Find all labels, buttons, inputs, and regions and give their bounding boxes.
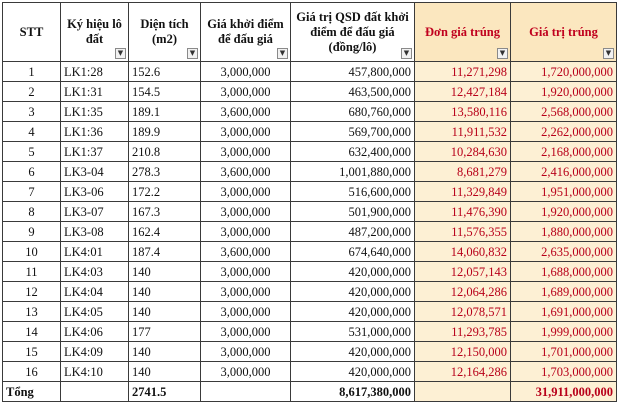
header-gia-tri-qsd-label: Giá trị QSD đất khởi điểm để đấu giá (đồng/lô) <box>296 9 409 54</box>
cell-ky-hieu[interactable]: LK4:05 <box>61 302 129 322</box>
cell-dien-tich[interactable]: 172.2 <box>129 182 201 202</box>
cell-gia-tri-trung[interactable]: 1,701,000,000 <box>511 342 617 362</box>
cell-gia-khoi-diem[interactable]: 3,000,000 <box>201 342 291 362</box>
cell-dien-tich[interactable]: 140 <box>129 282 201 302</box>
cell-gia-khoi-diem[interactable]: 3,600,000 <box>201 102 291 122</box>
cell-stt[interactable]: 16 <box>3 362 61 382</box>
total-don-gia-trung-cell[interactable] <box>415 382 511 402</box>
table-row <box>3 162 617 182</box>
cell-gia-tri-qsd[interactable]: 420,000,000 <box>291 262 415 282</box>
table-row <box>3 82 617 102</box>
table-row <box>3 262 617 282</box>
cell-stt[interactable]: 6 <box>3 162 61 182</box>
cell-gia-tri-qsd[interactable]: 516,600,000 <box>291 182 415 202</box>
cell-stt[interactable]: 1 <box>3 62 61 82</box>
cell-gia-tri-trung[interactable]: 1,880,000,000 <box>511 222 617 242</box>
cell-gia-khoi-diem[interactable]: 3,000,000 <box>201 362 291 382</box>
cell-don-gia-trung[interactable]: 13,580,116 <box>415 102 511 122</box>
cell-gia-tri-qsd[interactable]: 531,000,000 <box>291 322 415 342</box>
header-gia-khoi-diem <box>201 3 291 62</box>
cell-gia-tri-trung[interactable]: 2,416,000,000 <box>511 162 617 182</box>
table-body <box>3 62 617 382</box>
cell-gia-tri-trung[interactable]: 1,688,000,000 <box>511 262 617 282</box>
table-row <box>3 322 617 342</box>
cell-ky-hieu[interactable]: LK4:06 <box>61 322 129 342</box>
table-row <box>3 222 617 242</box>
header-gia-tri-trung <box>511 3 617 62</box>
cell-gia-tri-qsd[interactable]: 569,700,000 <box>291 122 415 142</box>
cell-gia-khoi-diem[interactable]: 3,000,000 <box>201 62 291 82</box>
header-don-gia-trung <box>415 3 511 62</box>
cell-dien-tich[interactable]: 278.3 <box>129 162 201 182</box>
cell-stt[interactable]: 9 <box>3 222 61 242</box>
cell-dien-tich[interactable]: 152.6 <box>129 62 201 82</box>
cell-ky-hieu[interactable]: LK3-06 <box>61 182 129 202</box>
cell-ky-hieu[interactable]: LK4:09 <box>61 342 129 362</box>
cell-ky-hieu[interactable]: LK1:31 <box>61 82 129 102</box>
cell-gia-tri-trung[interactable]: 2,168,000,000 <box>511 142 617 162</box>
cell-dien-tich[interactable]: 189.9 <box>129 122 201 142</box>
table-row <box>3 342 617 362</box>
cell-dien-tich[interactable]: 140 <box>129 302 201 322</box>
cell-ky-hieu[interactable]: LK4:03 <box>61 262 129 282</box>
table-row <box>3 122 617 142</box>
cell-don-gia-trung[interactable]: 12,057,143 <box>415 262 511 282</box>
cell-stt[interactable]: 10 <box>3 242 61 262</box>
header-stt <box>3 3 61 62</box>
cell-gia-khoi-diem[interactable]: 3,000,000 <box>201 222 291 242</box>
cell-stt[interactable]: 5 <box>3 142 61 162</box>
cell-gia-khoi-diem[interactable]: 3,600,000 <box>201 162 291 182</box>
cell-don-gia-trung[interactable]: 11,911,532 <box>415 122 511 142</box>
header-don-gia-trung-label: Đơn giá trúng <box>425 24 500 39</box>
header-row <box>3 3 617 62</box>
cell-don-gia-trung[interactable]: 10,284,630 <box>415 142 511 162</box>
cell-dien-tich[interactable]: 189.1 <box>129 102 201 122</box>
cell-gia-khoi-diem[interactable]: 3,000,000 <box>201 302 291 322</box>
cell-ky-hieu[interactable]: LK1:37 <box>61 142 129 162</box>
table-row <box>3 142 617 162</box>
header-ky-hieu <box>61 3 129 62</box>
table-row <box>3 62 617 82</box>
cell-gia-tri-trung[interactable]: 1,703,000,000 <box>511 362 617 382</box>
filter-dropdown-icon[interactable]: ▼ <box>115 48 126 59</box>
cell-ky-hieu[interactable]: LK4:01 <box>61 242 129 262</box>
header-gia-tri-qsd <box>291 3 415 62</box>
cell-dien-tich[interactable]: 167.3 <box>129 202 201 222</box>
cell-gia-tri-qsd[interactable]: 1,001,880,000 <box>291 162 415 182</box>
cell-don-gia-trung[interactable]: 11,293,785 <box>415 322 511 342</box>
cell-ky-hieu[interactable]: LK3-04 <box>61 162 129 182</box>
table-row <box>3 302 617 322</box>
cell-gia-tri-qsd[interactable]: 674,640,000 <box>291 242 415 262</box>
cell-stt[interactable]: 12 <box>3 282 61 302</box>
cell-dien-tich[interactable]: 177 <box>129 322 201 342</box>
cell-gia-khoi-diem[interactable]: 3,000,000 <box>201 262 291 282</box>
cell-don-gia-trung[interactable]: 11,271,298 <box>415 62 511 82</box>
filter-dropdown-icon[interactable]: ▼ <box>497 48 508 59</box>
table-row <box>3 282 617 302</box>
cell-gia-tri-trung[interactable]: 2,568,000,000 <box>511 102 617 122</box>
cell-gia-tri-qsd[interactable]: 420,000,000 <box>291 282 415 302</box>
cell-gia-tri-trung[interactable]: 1,720,000,000 <box>511 62 617 82</box>
header-gia-tri-trung-label: Giá trị trúng <box>529 24 598 39</box>
total-row <box>3 382 617 402</box>
cell-dien-tich[interactable]: 140 <box>129 362 201 382</box>
cell-stt[interactable]: 3 <box>3 102 61 122</box>
total-gia-khoi-diem-cell[interactable] <box>201 382 291 402</box>
cell-stt[interactable]: 7 <box>3 182 61 202</box>
cell-gia-tri-qsd[interactable]: 632,400,000 <box>291 142 415 162</box>
header-dien-tich <box>129 3 201 62</box>
cell-ky-hieu[interactable]: LK4:04 <box>61 282 129 302</box>
table-row <box>3 102 617 122</box>
cell-stt[interactable]: 14 <box>3 322 61 342</box>
cell-gia-tri-qsd[interactable]: 420,000,000 <box>291 302 415 322</box>
cell-gia-khoi-diem[interactable]: 3,000,000 <box>201 202 291 222</box>
cell-dien-tich[interactable]: 187.4 <box>129 242 201 262</box>
cell-gia-tri-trung[interactable]: 1,691,000,000 <box>511 302 617 322</box>
cell-don-gia-trung[interactable]: 11,329,849 <box>415 182 511 202</box>
cell-gia-tri-trung[interactable]: 1,999,000,000 <box>511 322 617 342</box>
cell-don-gia-trung[interactable]: 12,164,286 <box>415 362 511 382</box>
header-stt-label: STT <box>19 24 44 39</box>
cell-don-gia-trung[interactable]: 14,060,832 <box>415 242 511 262</box>
total-dien-tich[interactable]: 2741.5 <box>129 382 201 402</box>
cell-ky-hieu[interactable]: LK4:10 <box>61 362 129 382</box>
cell-ky-hieu[interactable]: LK3-07 <box>61 202 129 222</box>
cell-gia-khoi-diem[interactable]: 3,000,000 <box>201 82 291 102</box>
cell-stt[interactable]: 13 <box>3 302 61 322</box>
cell-gia-khoi-diem[interactable]: 3,000,000 <box>201 322 291 342</box>
cell-dien-tich[interactable]: 210.8 <box>129 142 201 162</box>
auction-results-table <box>2 2 617 402</box>
filter-dropdown-icon[interactable]: ▼ <box>401 48 412 59</box>
table-row <box>3 362 617 382</box>
total-label[interactable]: Tổng <box>3 382 61 402</box>
cell-stt[interactable]: 4 <box>3 122 61 142</box>
filter-dropdown-icon[interactable]: ▼ <box>187 48 198 59</box>
cell-gia-khoi-diem[interactable]: 3,000,000 <box>201 282 291 302</box>
cell-gia-tri-qsd[interactable]: 680,760,000 <box>291 102 415 122</box>
cell-stt[interactable]: 2 <box>3 82 61 102</box>
cell-gia-tri-qsd[interactable]: 457,800,000 <box>291 62 415 82</box>
cell-don-gia-trung[interactable]: 11,576,355 <box>415 222 511 242</box>
cell-dien-tich[interactable]: 140 <box>129 262 201 282</box>
table-row <box>3 182 617 202</box>
cell-don-gia-trung[interactable]: 12,064,286 <box>415 282 511 302</box>
cell-gia-khoi-diem[interactable]: 3,000,000 <box>201 122 291 142</box>
cell-gia-tri-trung[interactable]: 1,920,000,000 <box>511 202 617 222</box>
cell-don-gia-trung[interactable]: 12,427,184 <box>415 82 511 102</box>
cell-stt[interactable]: 15 <box>3 342 61 362</box>
cell-ky-hieu[interactable]: LK3-08 <box>61 222 129 242</box>
cell-don-gia-trung[interactable]: 11,476,390 <box>415 202 511 222</box>
cell-gia-tri-qsd[interactable]: 501,900,000 <box>291 202 415 222</box>
cell-dien-tich[interactable]: 162.4 <box>129 222 201 242</box>
cell-gia-tri-trung[interactable]: 1,920,000,000 <box>511 82 617 102</box>
cell-gia-khoi-diem[interactable]: 3,000,000 <box>201 142 291 162</box>
cell-gia-khoi-diem[interactable]: 3,000,000 <box>201 182 291 202</box>
cell-gia-tri-qsd[interactable]: 463,500,000 <box>291 82 415 102</box>
cell-dien-tich[interactable]: 140 <box>129 342 201 362</box>
cell-don-gia-trung[interactable]: 12,078,571 <box>415 302 511 322</box>
cell-ky-hieu[interactable]: LK1:28 <box>61 62 129 82</box>
table-row <box>3 202 617 222</box>
filter-dropdown-icon[interactable]: ▼ <box>277 48 288 59</box>
cell-gia-tri-trung[interactable]: 1,951,000,000 <box>511 182 617 202</box>
header-ky-hieu-label: Ký hiệu lô đất <box>67 17 122 46</box>
cell-gia-khoi-diem[interactable]: 3,600,000 <box>201 242 291 262</box>
total-gia-tri-qsd[interactable]: 8,617,380,000 <box>291 382 415 402</box>
cell-don-gia-trung[interactable]: 12,150,000 <box>415 342 511 362</box>
filter-dropdown-icon[interactable]: ▼ <box>603 48 614 59</box>
cell-don-gia-trung[interactable]: 8,681,279 <box>415 162 511 182</box>
cell-stt[interactable]: 8 <box>3 202 61 222</box>
cell-dien-tich[interactable]: 154.5 <box>129 82 201 102</box>
cell-gia-tri-qsd[interactable]: 420,000,000 <box>291 362 415 382</box>
cell-gia-tri-trung[interactable]: 1,689,000,000 <box>511 282 617 302</box>
cell-stt[interactable]: 11 <box>3 262 61 282</box>
cell-ky-hieu[interactable]: LK1:36 <box>61 122 129 142</box>
total-gia-tri-trung[interactable]: 31,911,000,000 <box>511 382 617 402</box>
cell-ky-hieu[interactable]: LK1:35 <box>61 102 129 122</box>
table-row <box>3 242 617 262</box>
header-dien-tich-label: Diện tích (m2) <box>140 17 189 46</box>
header-gia-khoi-diem-label: Giá khởi điểm để đấu giá <box>207 17 284 46</box>
cell-gia-tri-trung[interactable]: 2,262,000,000 <box>511 122 617 142</box>
cell-gia-tri-qsd[interactable]: 420,000,000 <box>291 342 415 362</box>
cell-gia-tri-qsd[interactable]: 487,200,000 <box>291 222 415 242</box>
total-ky-hieu-cell[interactable] <box>61 382 129 402</box>
cell-gia-tri-trung[interactable]: 2,635,000,000 <box>511 242 617 262</box>
